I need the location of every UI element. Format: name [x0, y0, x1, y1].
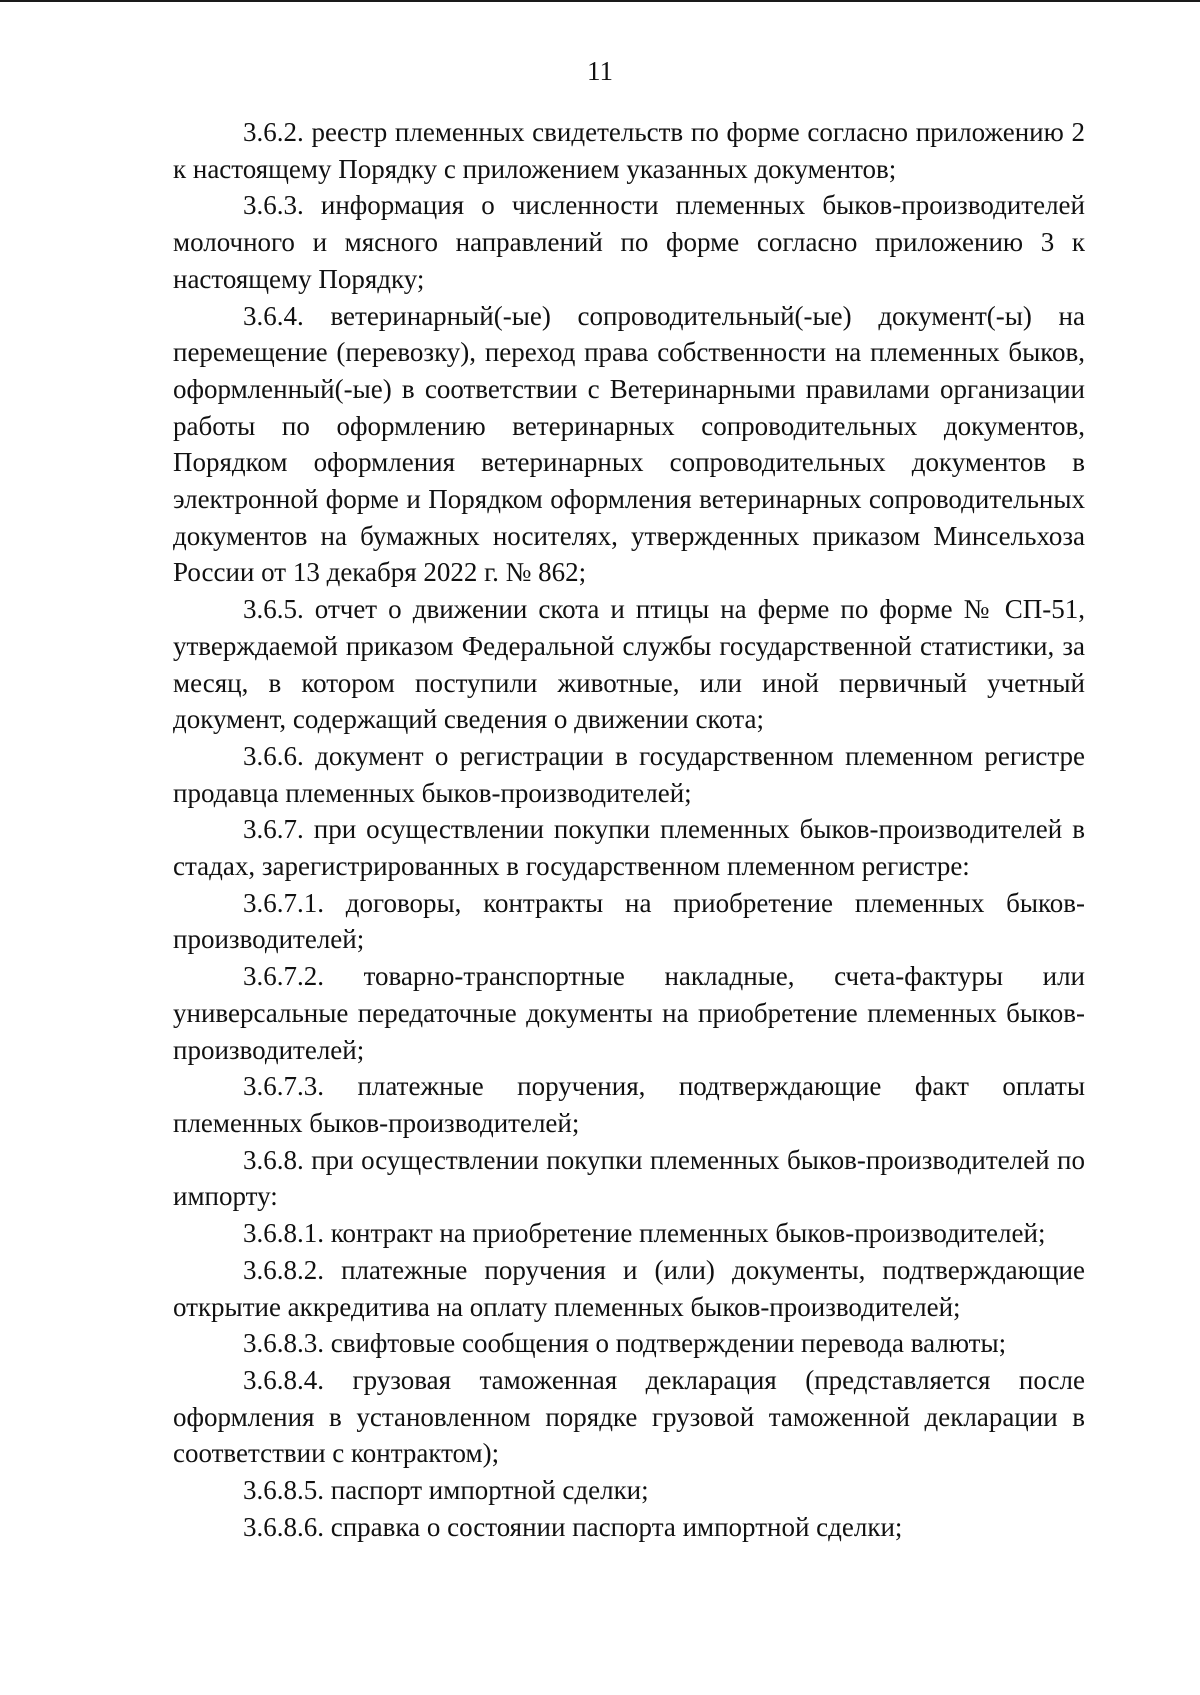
paragraph-3-6-7-2: 3.6.7.2. товарно-транспортные накладные, счета-фактуры или универсальные передаточные документы на приобретение племенных быков-производителей; [173, 961, 1085, 1065]
paragraph-3-6-3: 3.6.3. информация о численности племенных быков-производителей молочного и мясного направлений по форме согласно приложению 3 к настоящему Порядку; [173, 190, 1085, 294]
paragraph-3-6-5: 3.6.5. отчет о движении скота и птицы на ферме по форме № СП-51, утверждаемой приказом Федеральной службы государственной статистики, за месяц, в котором поступили животные, или иной первичный учетный документ, содержащий сведения о движении скота; [173, 594, 1085, 735]
paragraph-3-6-8-4: 3.6.8.4. грузовая таможенная декларация (представляется после оформления в установленном порядке грузовой таможенной декларации в соответствии с контрактом); [173, 1364, 1085, 1469]
paragraph-3-6-6: 3.6.6. документ о регистрации в государственном племенном регистре продавца племенных быков-производителей; [173, 740, 1085, 808]
paragraph-3-6-8-2: 3.6.8.2. платежные поручения и (или) документы, подтверждающие открытие аккредитива на оплату племенных быков-производителей; [173, 1254, 1085, 1322]
paragraph-3-6-7-3: 3.6.7.3. платежные поручения, подтверждающие факт оплаты племенных быков-производителей; [173, 1071, 1085, 1138]
paragraph-3-6-7-1: 3.6.7.1. договоры, контракты на приобретение племенных быков-производителей; [173, 887, 1085, 955]
paragraph-3-6-4: 3.6.4. ветеринарный(-ые) сопроводительный(-ые) документ(-ы) на перемещение (перевозку), переход права собственности на племенных быков, оформленный(-ые) в соответствии с Ветеринарными правилами организации работы по оформлению ветеринарных сопроводительных документов, Порядком оформления ветеринарных сопроводительных документов в электронной форме и Порядком оформления ветеринарных сопроводительных документов на бумажных носителях, утвержденных приказом Минсельхоза России от 13 декабря 2022 г. № 862; [173, 300, 1085, 588]
page-number: 11 [587, 56, 613, 86]
document-body [173, 114, 1085, 1545]
paragraph-3-6-8-5: 3.6.8.5. паспорт импортной сделки; [243, 1475, 649, 1506]
paragraph-3-6-7: 3.6.7. при осуществлении покупки племенных быков-производителей в стадах, зарегистрированных в государственном племенном регистре: [173, 814, 1085, 882]
paragraph-3-6-8-6: 3.6.8.6. справка о состоянии паспорта импортной сделки; [243, 1511, 903, 1542]
paragraph-3-6-2: 3.6.2. реестр племенных свидетельств по форме согласно приложению 2 к настоящему Порядку с приложением указанных документов; [173, 117, 1085, 184]
paragraph-3-6-8: 3.6.8. при осуществлении покупки племенных быков-производителей по импорту: [173, 1144, 1085, 1212]
paragraph-3-6-8-3: 3.6.8.3. свифтовые сообщения о подтверждении перевода валюты; [243, 1328, 1007, 1359]
paragraph-3-6-8-1: 3.6.8.1. контракт на приобретение племенных быков-производителей; [243, 1218, 1046, 1249]
